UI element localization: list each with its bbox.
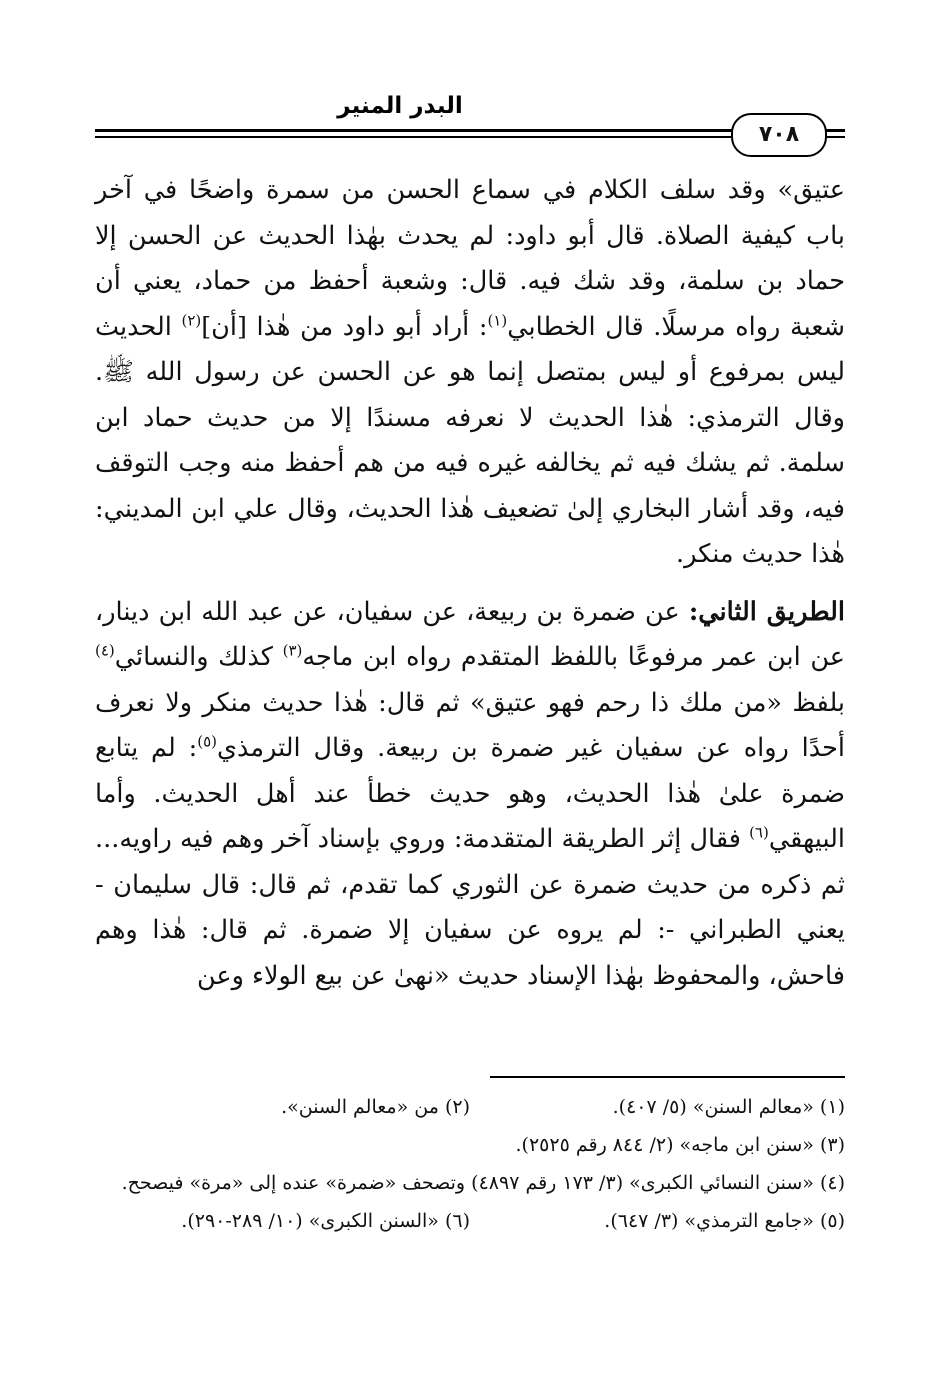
- page-number: ٧٠٨: [731, 113, 827, 157]
- footnote-row: [95, 1202, 845, 1240]
- text-run: فقال إثر الطريقة المتقدمة: وروي بإسناد آخر وهم فيه راويه... ثم ذكره من حديث ضمرة عن الثوري كما تقدم، ثم قال: قال سليمان - يعني الطبراني -: لم يروه عن سفيان إلا ضمرة. ثم قال: هٰذا وهم فاحش، والمحفوظ بهٰذا الإسناد حديث «نهىٰ عن بيع الولاء وعن: [95, 824, 845, 991]
- text-run: : لم يتابع ضمرة علىٰ هٰذا الحديث، وهو حديث خطأ عند أهل الحديث. وأما البيهقي: [95, 733, 845, 854]
- page-header: [95, 93, 845, 153]
- section-label: الطريق الثاني:: [688, 596, 845, 627]
- footnote-3: (٣) «سنن ابن ماجه» (٢/ ٨٤٤ رقم ٢٥٢٥).: [515, 1134, 845, 1156]
- footnote-5: (٥) «جامع الترمذي» (٣/ ٦٤٧).: [604, 1210, 845, 1232]
- text-run: كذلك والنسائي: [114, 642, 283, 672]
- paragraph-1: [95, 168, 845, 578]
- footnote-2: (٢) من «معالم السنن».: [281, 1096, 470, 1118]
- footnote-ref-6[interactable]: (٦): [749, 823, 769, 842]
- footnote-ref-1[interactable]: (١): [487, 311, 508, 329]
- paragraph-2: [95, 590, 845, 1000]
- running-title: البدر المنير: [337, 93, 463, 119]
- text-run: عتيق» وقد سلف الكلام في سماع الحسن من سمرة واضحًا في آخر باب كيفية الصلاة. قال أبو داود: لم يحدث بهٰذا الحديث عن الحسن إلا حماد بن سلمة، وقد شك فيه. قال: وشعبة أحفظ من حماد، يعني أن شعبة رواه مرسلًا. قال الخطابي: [95, 175, 845, 342]
- footnote-4: (٤) «سنن النسائي الكبرى» (٣/ ١٧٣ رقم ٤٨٩٧) وتصحف «ضمرة» عنده إلى «مرة» فيصحح.: [121, 1172, 845, 1194]
- footnote-ref-4[interactable]: (٤): [95, 641, 115, 660]
- main-text: [95, 168, 845, 999]
- footnote-ref-2[interactable]: (٢): [181, 311, 202, 329]
- footnotes: [95, 1088, 845, 1240]
- text-run: بلفظ «من ملك ذا رحم فهو عتيق» ثم قال: هٰذا حديث منكر ولا نعرف أحدًا رواه عن سفيان غير ضمرة بن ربيعة. وقال الترمذي: [95, 687, 846, 763]
- footnote-1: (١) «معالم السنن» (٥/ ٤٠٧).: [612, 1096, 845, 1118]
- text-run: عن ضمرة بن ربيعة، عن سفيان، عن عبد الله ابن دينار، عن ابن عمر مرفوعًا باللفظ المتقدم رواه ابن ماجه: [95, 596, 845, 672]
- footnote-ref-5[interactable]: (٥): [197, 732, 218, 751]
- footnote-ref-3[interactable]: (٣): [282, 641, 303, 660]
- footnote-row: [95, 1088, 845, 1126]
- text-run: الحديث ليس بمرفوع أو ليس بمتصل إنما هو عن الحسن عن رسول الله ﷺ. وقال الترمذي: هٰذا الحديث لا نعرفه مسندًا إلا من حديث حماد ابن سلمة. ثم يشك فيه ثم يخالفه غيره فيه من هم أحفظ منه وجب التوقف فيه، وقد أشار البخاري إلىٰ تضعيف هٰذا الحديث، وقال علي ابن المديني: هٰذا حديث منكر.: [95, 311, 845, 569]
- footnote-separator: [490, 1076, 845, 1078]
- text-run: : أراد أبو داود من هٰذا [أن]: [201, 311, 488, 342]
- footnote-6: (٦) «السنن الكبرى» (١٠/ ٢٨٩-٢٩٠).: [181, 1210, 470, 1232]
